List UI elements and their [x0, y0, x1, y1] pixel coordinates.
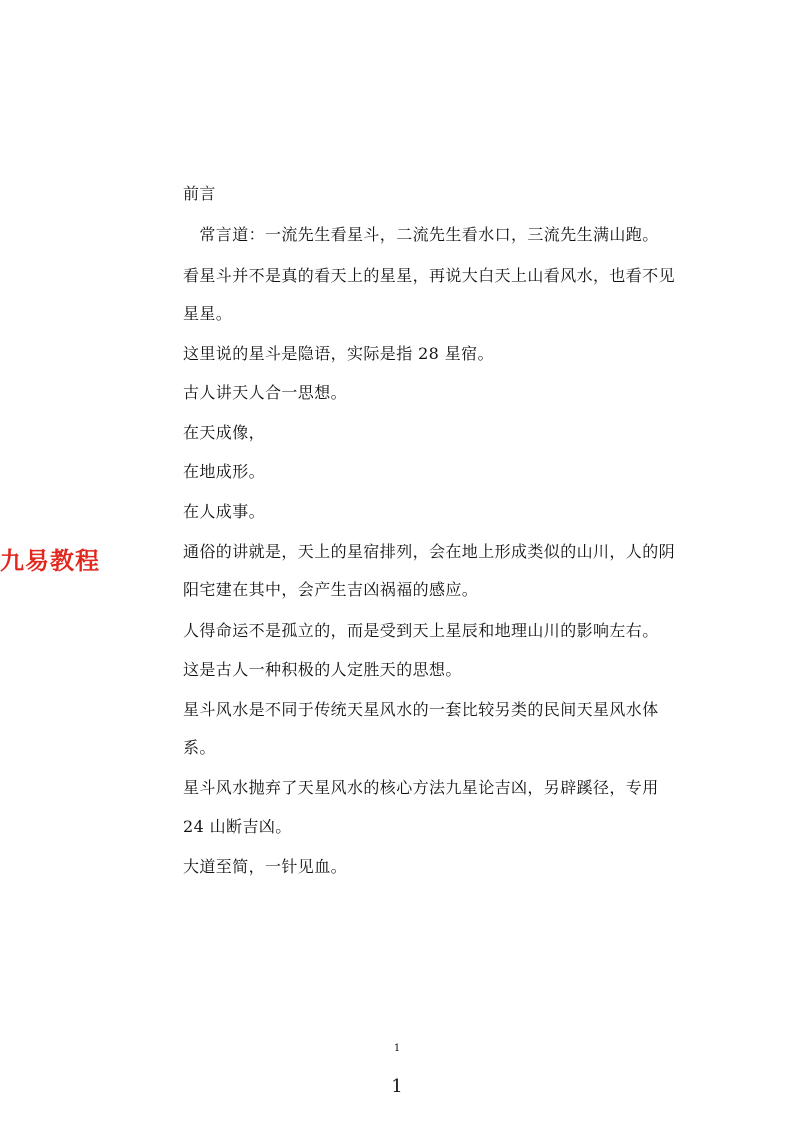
paragraph-line: 通俗的讲就是，天上的星宿排列，会在地上形成类似的山川，人的阴 — [183, 542, 676, 561]
paragraph-line: 大道至简，一针见血。 — [183, 857, 348, 876]
paragraph-line: 这里说的星斗是隐语，实际是指 28 星宿。 — [183, 344, 494, 363]
paragraph-line: 星斗风水抛弃了天星风水的核心方法九星论吉凶，另辟蹊径，专用 — [183, 778, 659, 797]
paragraph-line: 在人成事。 — [183, 502, 266, 521]
paragraph-line: 阳宅建在其中，会产生吉凶祸福的感应。 — [183, 580, 479, 599]
paragraph-line: 星星。 — [183, 304, 233, 323]
paragraph-line: 人得命运不是孤立的，而是受到天上星辰和地理山川的影响左右。 — [183, 621, 659, 640]
heading-preface: 前言 — [183, 184, 216, 203]
paragraph-line: 看星斗并不是真的看天上的星星，再说大白天上山看风水，也看不见 — [183, 266, 676, 285]
paragraph-line: 在地成形。 — [183, 462, 266, 481]
paragraph-line: 系。 — [183, 738, 216, 757]
page-number-small: 1 — [393, 1043, 401, 1054]
paragraph-line: 这是古人一种积极的人定胜天的思想。 — [183, 660, 462, 679]
watermark-text: 九易教程 — [0, 547, 100, 575]
paragraph-line: 古人讲天人合一思想。 — [183, 383, 348, 402]
paragraph-line: 在天成像， — [183, 423, 266, 442]
page-number-large: 1 — [391, 1076, 403, 1097]
paragraph-line: 24 山断吉凶。 — [183, 817, 292, 836]
paragraph-line: 常言道：一流先生看星斗，二流先生看水口，三流先生满山跑。 — [183, 225, 659, 244]
paragraph-line: 星斗风水是不同于传统天星风水的一套比较另类的民间天星风水体 — [183, 700, 659, 719]
